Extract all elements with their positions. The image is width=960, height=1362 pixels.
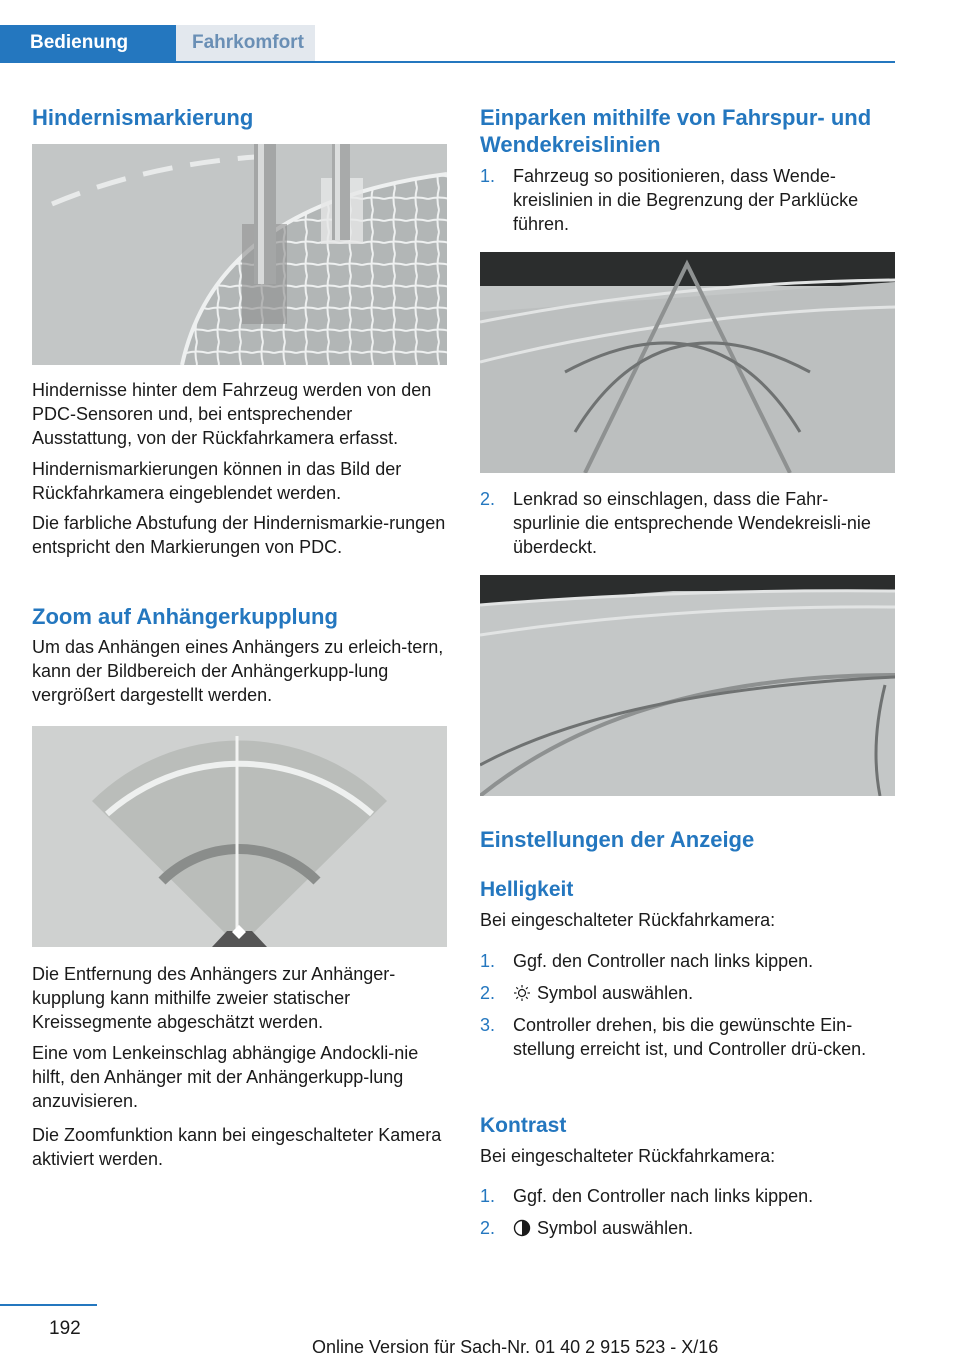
list-item: 2. Symbol auswählen.: [480, 1218, 694, 1238]
steps-einparken-1: [480, 164, 895, 236]
heading-einstellungen: Einstellungen der Anzeige: [480, 827, 755, 852]
heading-helligkeit: Helligkeit: [480, 878, 574, 901]
paragraph-5: Die Entfernung des Anhängers zur Anhänger-kupplung kann mithilfe zweier statischer Kreissegmente abgeschätzt werden.: [32, 964, 396, 1032]
paragraph-2: Hindernismarkierungen können in das Bild der Rückfahrkamera eingeblendet werden.: [32, 459, 402, 503]
tab-bedienung[interactable]: Bedienung: [0, 25, 176, 61]
list-item: 2. Lenkrad so einschlagen, dass die Fahr-spurlinie die entsprechende Wendekreisli-nie überdeckt.: [480, 489, 871, 557]
paragraph-7: Die Zoomfunktion kann bei eingeschalteter Kamera aktiviert werden.: [32, 1125, 442, 1169]
footer-rule: [0, 1304, 97, 1306]
parking-lines-image-2: [480, 575, 895, 796]
header-rule: [0, 61, 895, 63]
heading-einparken: Einparken mithilfe von Fahrspur- und Wendekreislinien: [480, 105, 872, 157]
steps-kontrast: [480, 1184, 895, 1240]
paragraph-4: Um das Anhängen eines Anhängers zu erleich-tern, kann der Bildbereich der Anhängerkupp-lung vergrößert dargestellt werden.: [32, 637, 444, 705]
heading-kontrast: Kontrast: [480, 1114, 567, 1137]
page-number: 192: [49, 1318, 81, 1339]
list-item: 3. Controller drehen, bis die gewünschte Ein-stellung erreicht ist, und Controller drü-cken.: [480, 1015, 867, 1059]
steps-helligkeit: [480, 949, 895, 1061]
obstacle-marking-image: [32, 144, 447, 365]
brightness-icon: [513, 984, 531, 1002]
paragraph-kontrast: Bei eingeschalteter Rückfahrkamera:: [480, 1146, 776, 1166]
header-tabs: [0, 25, 315, 61]
list-item: 2. Symbol auswählen.: [480, 983, 694, 1003]
paragraph-3: Die farbliche Abstufung der Hindernismarkie-rungen entspricht den Markierungen von PDC.: [32, 513, 446, 557]
heading-zoom: Zoom auf Anhängerkupplung: [32, 604, 338, 629]
trailer-hitch-image: [32, 726, 447, 947]
list-item: 1. Ggf. den Controller nach links kippen.: [480, 951, 814, 971]
paragraph-6: Eine vom Lenkeinschlag abhängige Andockli-nie hilft, den Anhänger mit der Anhängerkupp-lung anzuvisieren.: [32, 1043, 419, 1111]
list-item: 1. Ggf. den Controller nach links kippen.: [480, 1186, 814, 1206]
paragraph-1: Hindernisse hinter dem Fahrzeug werden von den PDC-Sensoren und, bei entsprechender Ausstattung, von der Rückfahrkamera erfasst.: [32, 380, 432, 448]
contrast-icon: [513, 1219, 531, 1237]
steps-einparken-2: [480, 487, 895, 559]
paragraph-helligkeit: Bei eingeschalteter Rückfahrkamera:: [480, 910, 776, 930]
parking-lines-image-1: [480, 252, 895, 473]
heading-hindernismarkierung: Hindernismarkierung: [32, 105, 254, 130]
list-item: 1. Fahrzeug so positionieren, dass Wende-kreislinien in die Begrenzung der Parklücke führen.: [480, 166, 859, 234]
tab-fahrkomfort[interactable]: Fahrkomfort: [176, 25, 315, 61]
footer-version-text: Online Version für Sach-Nr. 01 40 2 915 523 - X/16: [312, 1337, 719, 1357]
